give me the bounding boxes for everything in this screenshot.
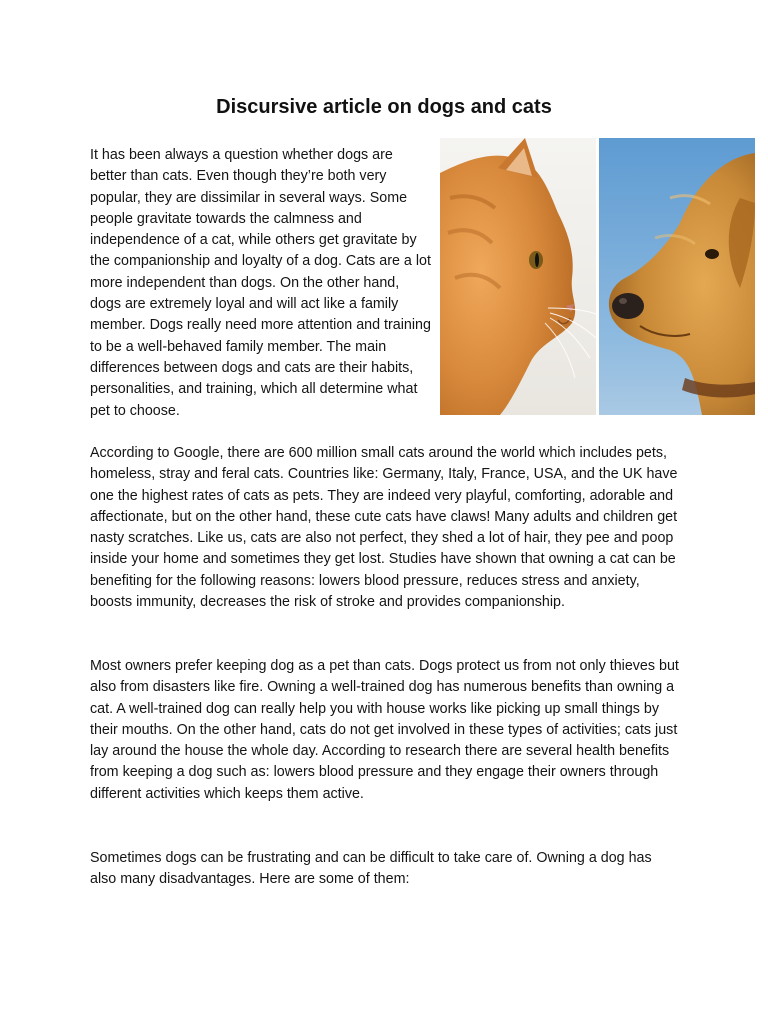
paragraph-cats: According to Google, there are 600 million small cats around the world which includes pets, homeless, stray and feral cats. Countries like: Germany, Italy, France, USA, and the UK have one the highest rates of cats as pets. They are indeed very playful, comforting, adorable and affectionate, but on the other hand, these cute cats have claws! Many adults and children get nasty scratches. Like us, cats are also not perfect, they shed a lot of hair, they pee and poop inside your home and sometimes they get lost. Studies have shown that owning a cat can be benefiting for the following reasons: lowers blood pressure, reduces stress and anxiety, boosts immunity, decreases the risk of stroke and provides companionship. (90, 445, 678, 611)
page-title: Discursive article on dogs and cats (216, 96, 552, 118)
paragraph-intro: It has been always a question whether dogs are better than cats. Even though they’re both very popular, they are dissimilar in several ways. Some people gravitate towards the calmness and independence of a cat, while others get gravitate by the companionship and loyalty of a dog. Cats are a lot more independent than dogs. On the other hand, dogs are extremely loyal and will act like a family member. Dogs really need more attention and training to be a well-behaved family member. The main differences between dogs and cats are their habits, personalities, and training, which all determine what pet to choose. (90, 147, 431, 419)
paragraph-dogs: Most owners prefer keeping dog as a pet than cats. Dogs protect us from not only thieves but also from disasters like fire. Owning a well-trained dog has numerous benefits than owning a cat. A well-trained dog can really help you with house works like picking up small things by their mouths. On the other hand, cats do not get involved in these types of activities; cats just lay around the house the whole day. According to research there are several health benefits from keeping a dog such as: lowers blood pressure and they engage their owners through different activities which keeps them active. (90, 658, 679, 802)
cat-and-dog-photo (440, 138, 755, 415)
paragraph-disadvantages: Sometimes dogs can be frustrating and can be difficult to take care of. Owning a dog has also many disadvantages. Here are some of them: (90, 850, 652, 888)
